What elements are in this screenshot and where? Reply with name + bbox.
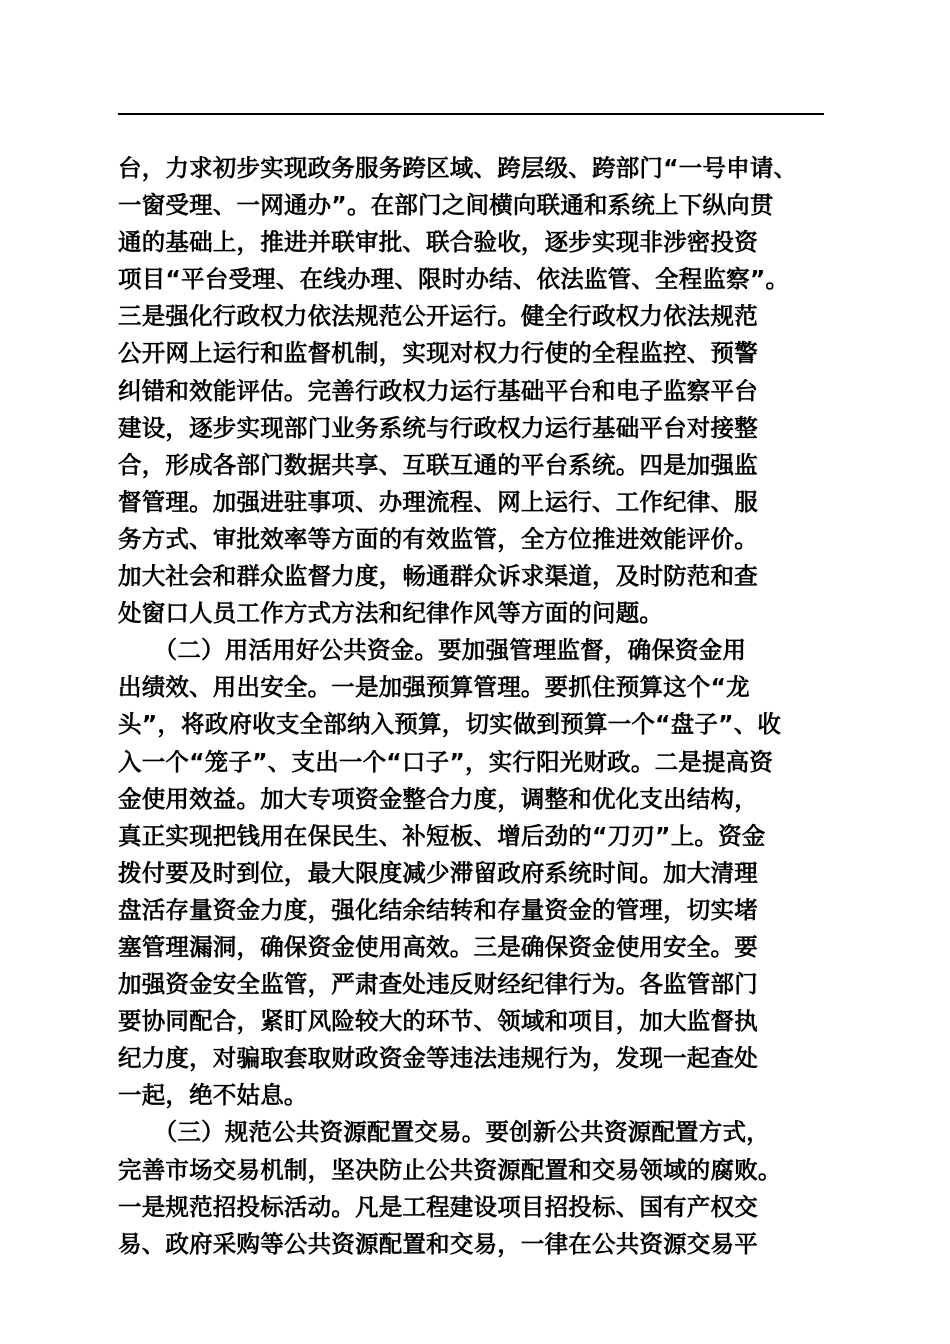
text-line: 纪力度，对骗取套取财政资金等违法违规行为，发现一起查处 xyxy=(118,1044,758,1073)
text-line: 处窗口人员工作方式方法和纪律作风等方面的问题。 xyxy=(118,599,664,628)
text-line: 一起，绝不姑息。 xyxy=(118,1081,308,1110)
text-line: 要协同配合，紧盯风险较大的环节、领域和项目，加大监督执 xyxy=(118,1007,758,1036)
text-line: 拨付要及时到位，最大限度减少滞留政府系统时间。加大清理 xyxy=(118,858,758,887)
text-line: 出绩效、用出安全。一是加强预算管理。要抓住预算这个“龙 xyxy=(118,673,750,702)
text-line: 真正实现把钱用在保民生、补短板、增后劲的“刀刃”上。资金 xyxy=(118,821,766,850)
text-line: 头”，将政府收支全部纳入预算，切实做到预算一个“盘子”、收 xyxy=(118,710,782,739)
text-line: 加强资金安全监管，严肃查处违反财经纪律行为。各监管部门 xyxy=(118,970,758,999)
header-rule xyxy=(118,113,824,115)
text-line: 公开网上运行和监督机制，实现对权力行使的全程监控、预警 xyxy=(118,339,758,368)
text-line: 入一个“笼子”、支出一个“口子”，实行阳光财政。二是提高资 xyxy=(118,747,774,776)
text-line: 金使用效益。加大专项资金整合力度，调整和优化支出结构， xyxy=(118,784,758,813)
text-line: 建设，逐步实现部门业务系统与行政权力运行基础平台对接整 xyxy=(118,413,758,442)
text-line: 纠错和效能评估。完善行政权力运行基础平台和电子监察平台 xyxy=(118,376,758,405)
text-line: 易、政府采购等公共资源配置和交易，一律在公共资源交易平 xyxy=(118,1229,758,1258)
text-line: 合，形成各部门数据共享、互联互通的平台系统。四是加强监 xyxy=(118,450,758,479)
text-line: 一窗受理、一网通办”。在部门之间横向联通和系统上下纵向贯 xyxy=(118,191,774,220)
text-line: 完善市场交易机制，坚决防止公共资源配置和交易领域的腐败。 xyxy=(118,1155,782,1184)
text-line: 督管理。加强进驻事项、办理流程、网上运行、工作纪律、服 xyxy=(118,487,758,516)
document-body xyxy=(118,150,838,1263)
section-heading-line: （三）规范公共资源配置交易。要创新公共资源配置方式， xyxy=(118,1118,770,1147)
text-line: 项目“平台受理、在线办理、限时办结、依法监管、全程监察”。 xyxy=(118,265,790,294)
text-line: 通的基础上，推进并联审批、联合验收，逐步实现非涉密投资 xyxy=(118,228,758,257)
text-line: 塞管理漏洞，确保资金使用高效。三是确保资金使用安全。要 xyxy=(118,932,758,961)
text-line: 盘活存量资金力度，强化结余结转和存量资金的管理，切实堵 xyxy=(118,895,758,924)
text-line: 台，力求初步实现政务服务跨区域、跨层级、跨部门“一号申请、 xyxy=(118,154,798,182)
text-line: 务方式、审批效率等方面的有效监管，全方位推进效能评价。 xyxy=(118,524,758,553)
text-line: 加大社会和群众监督力度，畅通群众诉求渠道，及时防范和查 xyxy=(118,562,758,591)
text-line: 一是规范招投标活动。凡是工程建设项目招投标、国有产权交 xyxy=(118,1192,758,1221)
section-heading-line: （二）用活用好公共资金。要加强管理监督，确保资金用 xyxy=(118,636,747,665)
text-line: 三是强化行政权力依法规范公开运行。健全行政权力依法规范 xyxy=(118,302,758,331)
